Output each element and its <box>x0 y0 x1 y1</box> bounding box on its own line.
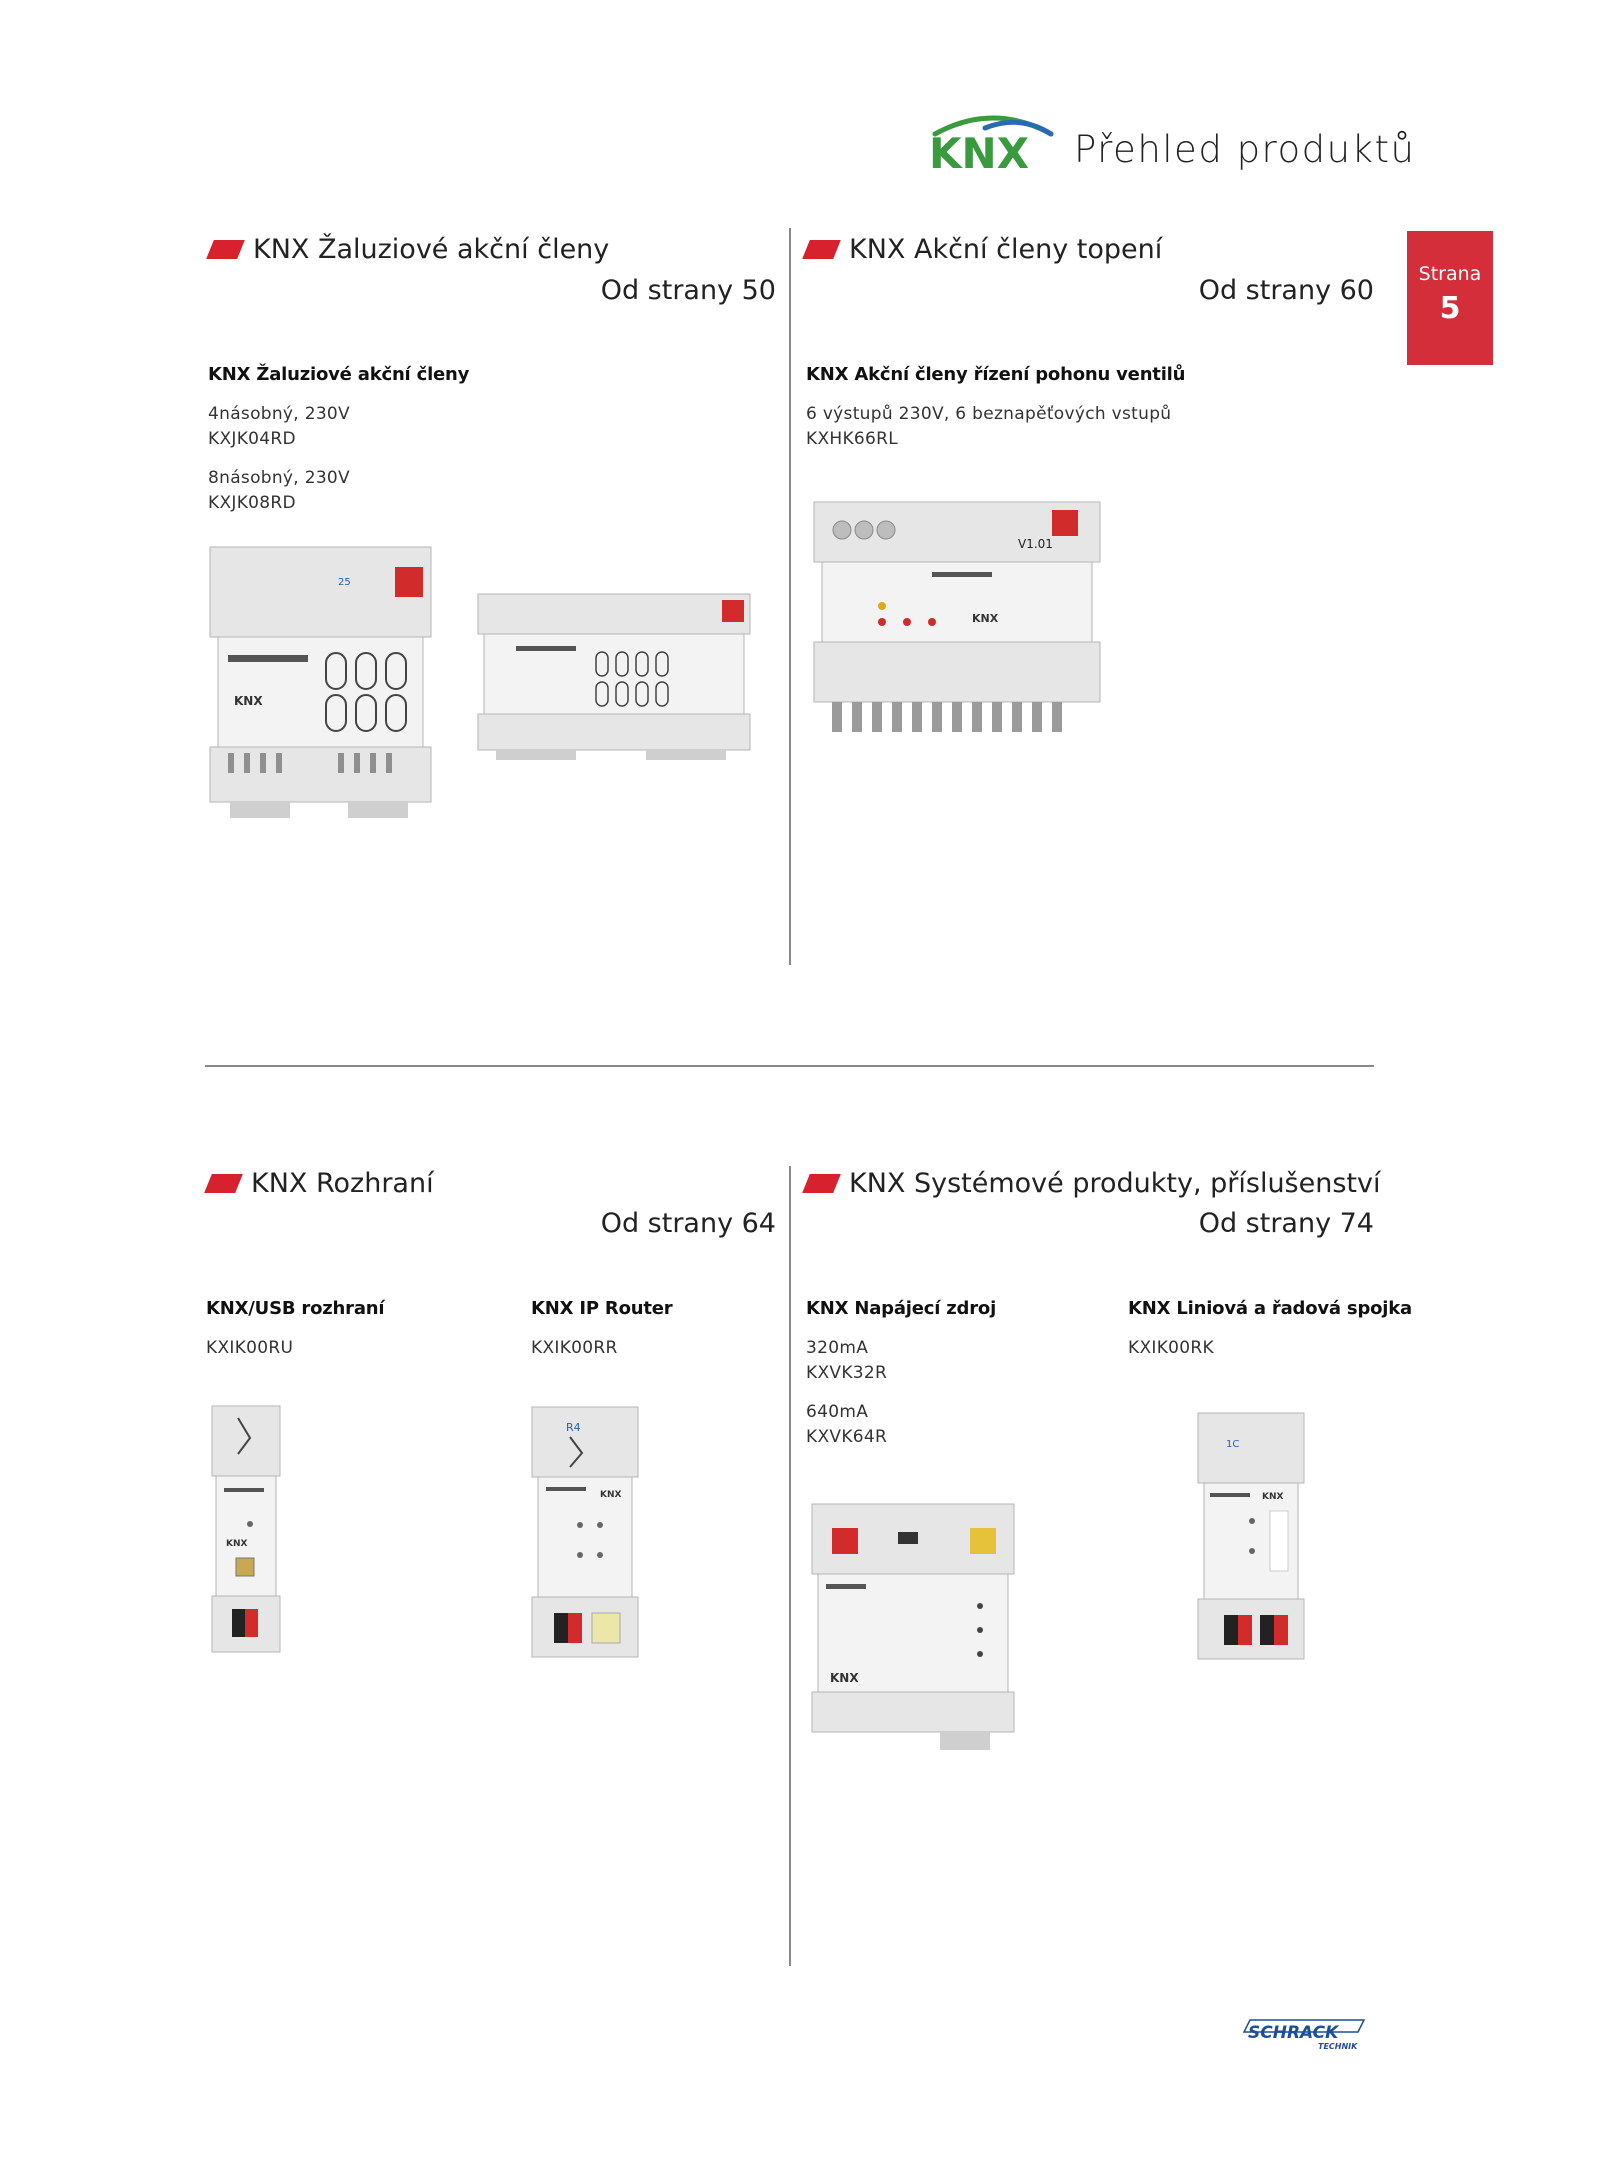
section-heading-heating <box>806 234 1162 265</box>
product-title: KNX Žaluziové akční členy <box>208 364 470 385</box>
product-code: KXJK08RD <box>208 493 296 513</box>
page-number: 5 <box>1439 291 1461 326</box>
section-marker-icon <box>802 1174 841 1193</box>
section-title: KNX Žaluziové akční členy <box>253 234 610 265</box>
schrack-logo-text: SCHRACK <box>1248 2023 1339 2043</box>
page-tab-label: Strana <box>1418 263 1482 285</box>
section-title: KNX Systémové produkty, příslušenství <box>849 1168 1381 1199</box>
ip-router-image <box>530 1405 640 1660</box>
section-page-ref: Od strany 64 <box>600 1208 776 1239</box>
product-variant-desc: 320mA <box>806 1338 869 1358</box>
section-title: KNX Akční členy topení <box>849 234 1163 265</box>
product-title: KNX/USB rozhraní <box>206 1298 385 1319</box>
product-title: KNX Napájecí zdroj <box>806 1298 997 1319</box>
svg-text:KNX: KNX <box>1262 1492 1284 1502</box>
section-page-ref: Od strany 74 <box>1198 1208 1374 1239</box>
svg-text:25: 25 <box>338 577 351 588</box>
page-tab <box>1407 231 1493 365</box>
product-code: KXJK04RD <box>208 429 296 449</box>
product-code: KXVK64R <box>806 1427 888 1447</box>
product-variant-desc: 4násobný, 230V <box>208 404 350 424</box>
horizontal-divider <box>205 1065 1374 1067</box>
svg-text:KNX: KNX <box>234 694 263 708</box>
svg-text:1C: 1C <box>1226 1439 1240 1450</box>
heating-actuator-image <box>812 500 1102 740</box>
product-code: KXVK32R <box>806 1363 888 1383</box>
product-code: KXIK00RU <box>206 1338 294 1358</box>
line-coupler-image <box>1196 1411 1306 1661</box>
schrack-logo <box>1240 2018 1366 2052</box>
svg-text:KNX: KNX <box>600 1490 622 1500</box>
product-variant-desc: 640mA <box>806 1402 869 1422</box>
schrack-logo-subtext: TECHNIK <box>1318 2042 1358 2051</box>
section-heading-interfaces <box>208 1168 434 1199</box>
product-variant-desc: 8násobný, 230V <box>208 468 350 488</box>
product-code: KXHK66RL <box>806 429 899 449</box>
svg-text:KNX: KNX <box>972 612 999 625</box>
section-heading-system <box>806 1168 1380 1199</box>
product-code: KXIK00RR <box>531 1338 618 1358</box>
section-heading-blinds <box>210 234 609 265</box>
svg-text:KNX: KNX <box>226 1539 248 1549</box>
section-marker-icon <box>206 240 245 259</box>
section-page-ref: Od strany 50 <box>600 275 776 306</box>
top-column-divider <box>789 228 791 965</box>
knx-logo-text: KNX <box>929 129 1030 174</box>
knx-logo <box>925 108 1061 174</box>
usb-interface-image <box>210 1404 282 1654</box>
page-title: Přehled produktů <box>1074 128 1416 171</box>
power-supply-image <box>810 1502 1016 1754</box>
svg-text:V1.01: V1.01 <box>1018 537 1053 551</box>
svg-text:R4: R4 <box>566 1421 581 1434</box>
product-title: KNX Akční členy řízení pohonu ventilů <box>806 364 1186 385</box>
product-code: KXIK00RK <box>1128 1338 1214 1358</box>
blind-actuator-4fold-image <box>208 545 433 820</box>
section-marker-icon <box>802 240 841 259</box>
section-page-ref: Od strany 60 <box>1198 275 1374 306</box>
blind-actuator-8fold-image <box>476 592 752 762</box>
svg-text:KNX: KNX <box>830 1671 859 1685</box>
product-title: KNX IP Router <box>531 1298 673 1319</box>
section-marker-icon <box>204 1174 243 1193</box>
product-variant-desc: 6 výstupů 230V, 6 beznapěťových vstupů <box>806 404 1172 424</box>
bottom-column-divider <box>789 1166 791 1966</box>
section-title: KNX Rozhraní <box>251 1168 434 1199</box>
product-title: KNX Liniová a řadová spojka <box>1128 1298 1412 1319</box>
